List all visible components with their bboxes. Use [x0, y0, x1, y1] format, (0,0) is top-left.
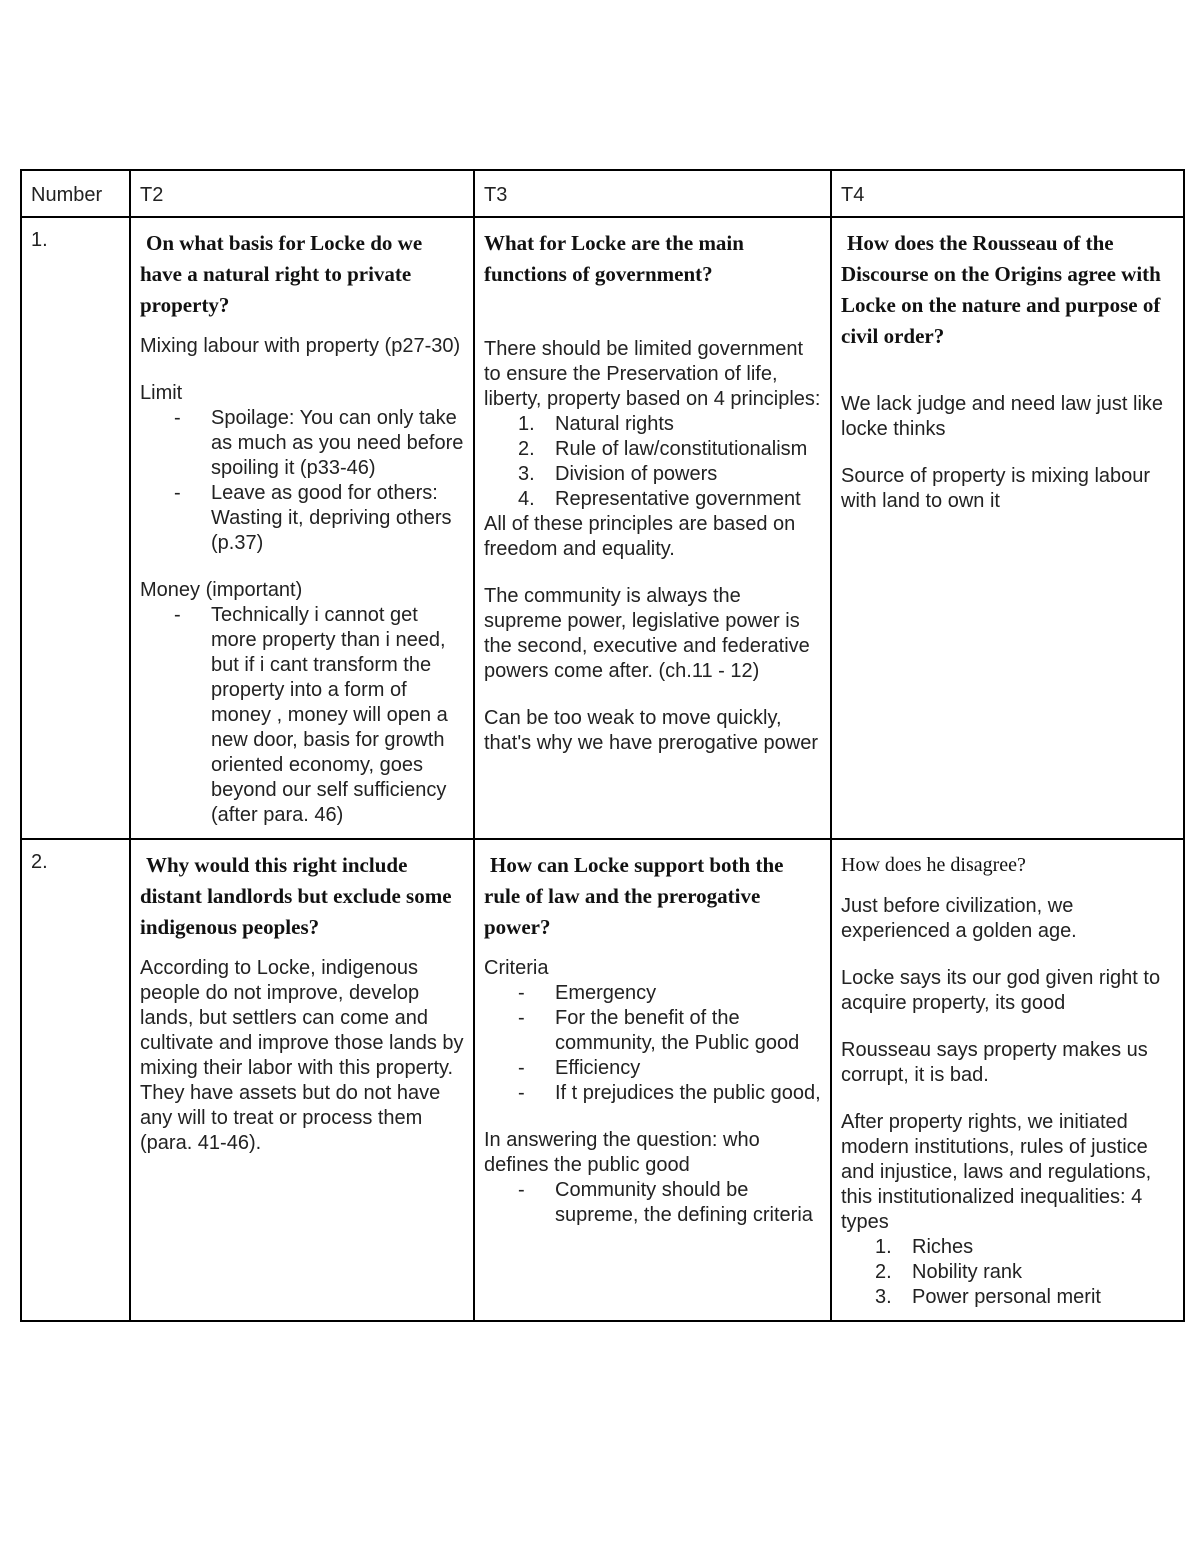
question-text: How does the Rousseau of the Discourse on the Origins agree with Locke on the nature and purpose of civil order? — [841, 231, 1161, 348]
header-number: Number — [21, 170, 130, 217]
paragraph: Locke says its our god given right to acquire property, its good — [841, 967, 1161, 1014]
question-text: How does he disagree? — [841, 854, 1026, 876]
list-item: 2. Nobility rank — [875, 1261, 1023, 1283]
notes-table — [20, 169, 1185, 1322]
row-number: 2. — [21, 839, 130, 1321]
paragraph: According to Locke, indigenous people do not improve, develop lands, but settlers can come and cultivate and improve those lands by mixing their labor with this property. They have assets but do not have any will to treat or process them (para. 41-46). — [140, 957, 464, 1154]
public-good-list — [484, 1178, 821, 1228]
list-item: - Community should be supreme, the defining criteria — [518, 1179, 813, 1226]
paragraph: The community is always the supreme power, legislative power is the second, executive and federative powers come after. (ch.11 - 12) — [484, 585, 810, 682]
list-item: 4. Representative government — [518, 488, 801, 510]
list-item: 1. Riches — [875, 1236, 974, 1258]
list-item: - Spoilage: You can only take as much as you need before spoiling it (p33-46) — [174, 407, 464, 479]
limit-list — [140, 406, 464, 556]
question-text: On what basis for Locke do we have a natural right to private property? — [140, 231, 423, 317]
list-item: - Emergency — [518, 982, 657, 1004]
principles-list — [484, 412, 821, 512]
cell-t3 — [474, 839, 831, 1321]
list-item: - Efficiency — [518, 1057, 641, 1079]
header-t4: T4 — [831, 170, 1184, 217]
paragraph: After property rights, we initiated modern institutions, rules of justice and injustice, laws and regulations, this institutionalized inequalities: 4 types — [841, 1111, 1152, 1233]
header-t3: T3 — [474, 170, 831, 217]
paragraph: Rousseau says property makes us corrupt, it is bad. — [841, 1039, 1148, 1086]
paragraph: Just before civilization, we experienced a golden age. — [841, 895, 1077, 942]
cell-t2 — [130, 217, 474, 839]
list-item: - For the benefit of the community, the Public good — [518, 1007, 800, 1054]
cell-t4 — [831, 839, 1184, 1321]
paragraph: There should be limited government to ensure the Preservation of life, liberty, property based on 4 principles: — [484, 338, 821, 410]
paragraph: Source of property is mixing labour with land to own it — [841, 465, 1151, 512]
question-text: What for Locke are the main functions of government? — [484, 231, 744, 286]
list-item: - Leave as good for others: Wasting it, depriving others (p.37) — [174, 482, 452, 554]
criteria-heading: Criteria — [484, 957, 549, 979]
inequality-types-list — [841, 1235, 1174, 1310]
criteria-list — [484, 981, 821, 1106]
row-number: 1. — [21, 217, 130, 839]
question-text: How can Locke support both the rule of law and the prerogative power? — [484, 853, 784, 939]
list-item: - If t prejudices the public good, — [518, 1082, 821, 1104]
header-row — [21, 170, 1184, 217]
paragraph: We lack judge and need law just like locke thinks — [841, 393, 1164, 440]
money-heading: Money (important) — [140, 579, 303, 601]
list-item: 2. Rule of law/constitutionalism — [518, 438, 808, 460]
limit-heading: Limit — [140, 382, 183, 404]
paragraph: Can be too weak to move quickly, that's why we have prerogative power — [484, 707, 818, 754]
list-item: 3. Power personal merit — [875, 1286, 1101, 1308]
header-t2: T2 — [130, 170, 474, 217]
cell-t4 — [831, 217, 1184, 839]
table-row — [21, 839, 1184, 1321]
list-item: 1. Natural rights — [518, 413, 674, 435]
paragraph: Mixing labour with property (p27-30) — [140, 335, 461, 357]
cell-t2 — [130, 839, 474, 1321]
money-list — [140, 603, 464, 828]
question-text: Why would this right include distant landlords but exclude some indigenous peoples? — [140, 853, 452, 939]
paragraph: In answering the question: who defines the public good — [484, 1129, 760, 1176]
cell-t3 — [474, 217, 831, 839]
list-item: - Technically i cannot get more property than i need, but if i cant transform the property into a form of money , money will open a new door, basis for growth oriented economy, goes beyond our self sufficiency (after para. 46) — [174, 604, 448, 826]
table-row — [21, 217, 1184, 839]
list-item: 3. Division of powers — [518, 463, 718, 485]
paragraph: All of these principles are based on freedom and equality. — [484, 513, 796, 560]
